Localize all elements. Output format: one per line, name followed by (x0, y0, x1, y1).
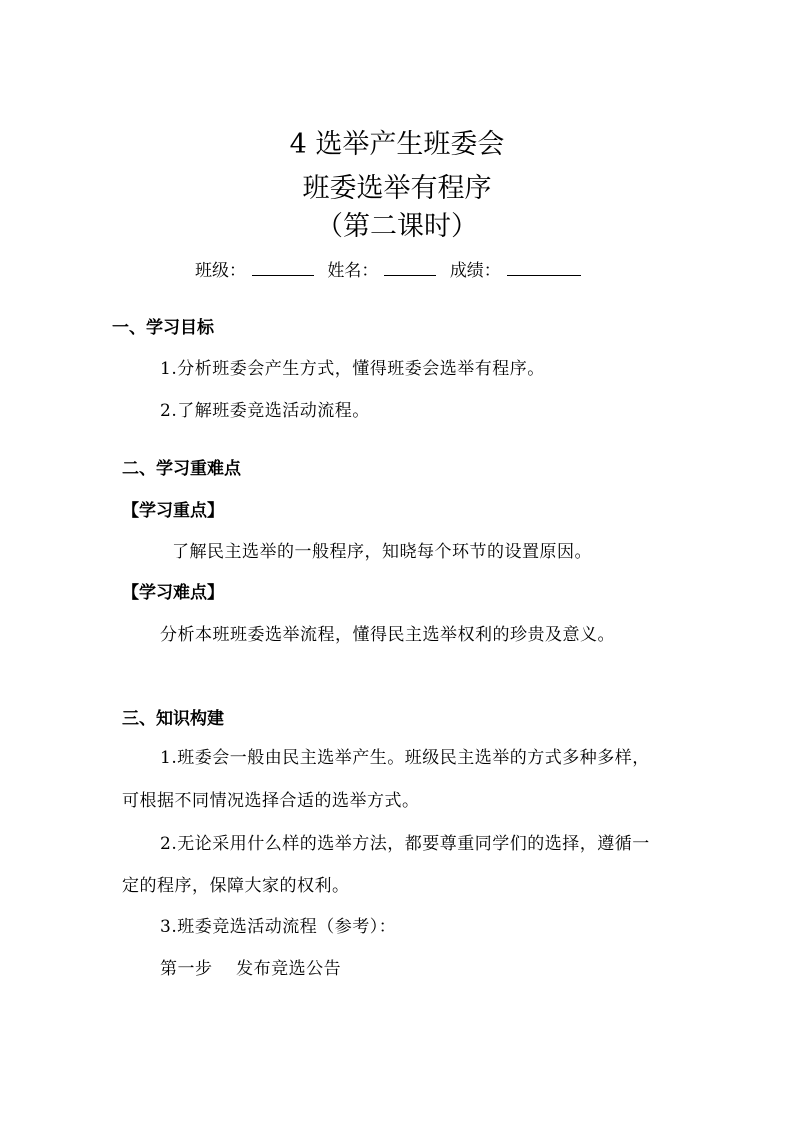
class-label: 班级： (195, 261, 246, 281)
difficult-point-text: 分析本班班委选举流程，懂得民主选举权利的珍贵及意义。 (160, 625, 615, 645)
name-label: 姓名： (327, 261, 379, 281)
process-step-1: 第一步 发布竞选公告 (160, 959, 342, 979)
section-heading-knowledge: 三、知识构建 (122, 709, 224, 729)
knowledge-paragraph-1: 1.班委会一般由民主选举产生。班级民主选举的方式多种多样， (160, 748, 650, 768)
knowledge-paragraph-2: 2.无论采用什么样的选举方法，都要尊重同学们的选择，遵循一 (160, 834, 650, 854)
section-heading-key-points: 二、学习重难点 (122, 459, 241, 479)
document-title: 4 选举产生班委会 (289, 129, 505, 160)
objective-item: 1.分析班委会产生方式，懂得班委会选举有程序。 (160, 359, 545, 379)
lesson-period: （第二课时） (316, 211, 478, 242)
class-blank[interactable] (252, 259, 314, 276)
key-point-label: 【学习重点】 (122, 501, 224, 521)
document-subtitle: 班委选举有程序 (302, 173, 492, 204)
score-blank[interactable] (507, 259, 581, 276)
knowledge-paragraph-1-cont: 可根据不同情况选择合适的选举方式。 (122, 791, 420, 811)
score-label: 成绩： (449, 261, 501, 281)
section-heading-objectives: 一、学习目标 (112, 318, 214, 338)
name-blank[interactable] (384, 259, 436, 276)
objective-item: 2.了解班委竞选活动流程。 (160, 401, 370, 421)
knowledge-paragraph-2-cont: 定的程序，保障大家的权利。 (122, 876, 350, 896)
knowledge-paragraph-3: 3.班委竞选活动流程（参考）： (160, 917, 397, 937)
key-point-text: 了解民主选举的一般程序，知晓每个环节的设置原因。 (172, 542, 592, 562)
student-info-line (195, 256, 589, 281)
difficult-point-label: 【学习难点】 (122, 583, 224, 603)
